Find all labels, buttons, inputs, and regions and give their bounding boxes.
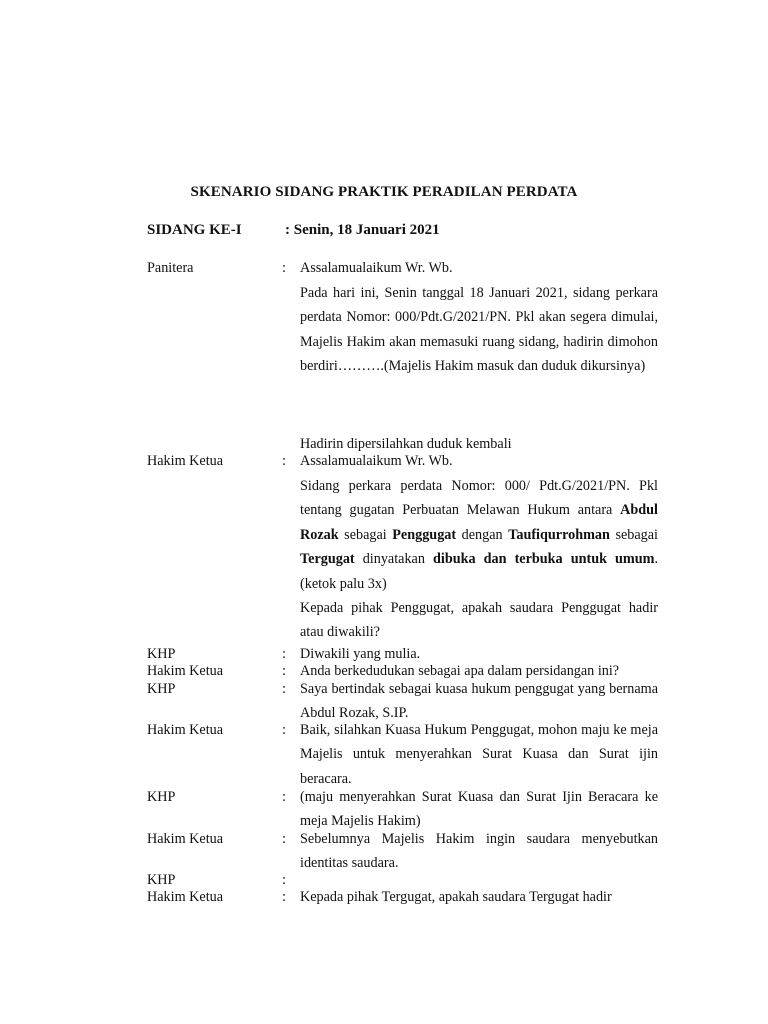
colon-separator: :	[282, 260, 286, 276]
dialogue-text	[300, 436, 658, 452]
dialogue-text: Diwakili yang mulia.	[300, 646, 421, 662]
dialogue-paragraph: Assalamualaikum Wr. Wb.	[300, 260, 453, 276]
colon-separator: :	[282, 646, 286, 662]
dialogue-text: Baik, silahkan Kuasa Hukum Penggugat, mohon maju ke meja Majelis untuk menyerahkan Surat Kuasa dan Surat ijin beracara.	[300, 722, 658, 787]
speaker-name: Panitera	[147, 260, 194, 276]
session-label: SIDANG KE-I	[147, 222, 242, 238]
colon-separator: :	[282, 722, 286, 738]
colon-separator: :	[282, 663, 286, 679]
speaker-name: Hakim Ketua	[147, 453, 224, 469]
dialogue-text	[300, 260, 658, 379]
colon-separator: :	[282, 872, 286, 888]
colon-separator: :	[282, 831, 286, 847]
dialogue-text	[300, 453, 658, 645]
dialogue-text: Anda berkedudukan sebagai apa dalam persidangan ini?	[300, 663, 620, 679]
dialogue-paragraph: Kepada pihak Penggugat, apakah saudara Penggugat hadir atau diwakili?	[300, 600, 658, 641]
dialogue-text: Sebelumnya Majelis Hakim ingin saudara menyebutkan identitas saudara.	[300, 831, 658, 872]
colon-separator: :	[282, 789, 286, 805]
speaker-name: Hakim Ketua	[147, 663, 224, 679]
dialogue-text: (maju menyerahkan Surat Kuasa dan Surat Ijin Beracara ke meja Majelis Hakim)	[300, 789, 658, 830]
session-date: : Senin, 18 Januari 2021	[285, 222, 440, 238]
dialogue-paragraph: Hadirin dipersilahkan duduk kembali	[300, 436, 512, 452]
dialogue-text: Kepada pihak Tergugat, apakah saudara Tergugat hadir	[300, 889, 612, 905]
colon-separator: :	[282, 681, 286, 697]
speaker-name: KHP	[147, 646, 176, 662]
dialogue-paragraph: Sidang perkara perdata Nomor: 000/ Pdt.G/2021/PN. Pkl tentang gugatan Perbuatan Melawan Hukum antara Abdul Rozak sebagai Penggugat dengan Taufiqurrohman sebagai Tergugat dinyatakan dibuka dan terbuka untuk umum. (ketok palu 3x)	[300, 478, 658, 592]
dialogue-text: Saya bertindak sebagai kuasa hukum penggugat yang bernama Abdul Rozak, S.IP.	[300, 681, 658, 722]
speaker-name: KHP	[147, 681, 176, 697]
colon-separator: :	[282, 889, 286, 905]
document-title: SKENARIO SIDANG PRAKTIK PERADILAN PERDATA	[190, 184, 578, 200]
speaker-name: Hakim Ketua	[147, 889, 224, 905]
speaker-name: Hakim Ketua	[147, 831, 224, 847]
dialogue-paragraph: Assalamualaikum Wr. Wb.	[300, 453, 453, 469]
speaker-name: KHP	[147, 789, 176, 805]
dialogue-paragraph: Pada hari ini, Senin tanggal 18 Januari 2021, sidang perkara perdata Nomor: 000/Pdt.G/2021/PN. Pkl akan segera dimulai, Majelis Hakim akan memasuki ruang sidang, hadirin dimohon berdiri……….(Majelis Hakim masuk dan duduk dikursinya)	[300, 285, 658, 375]
speaker-name: KHP	[147, 872, 176, 888]
speaker-name: Hakim Ketua	[147, 722, 224, 738]
colon-separator: :	[282, 453, 286, 469]
